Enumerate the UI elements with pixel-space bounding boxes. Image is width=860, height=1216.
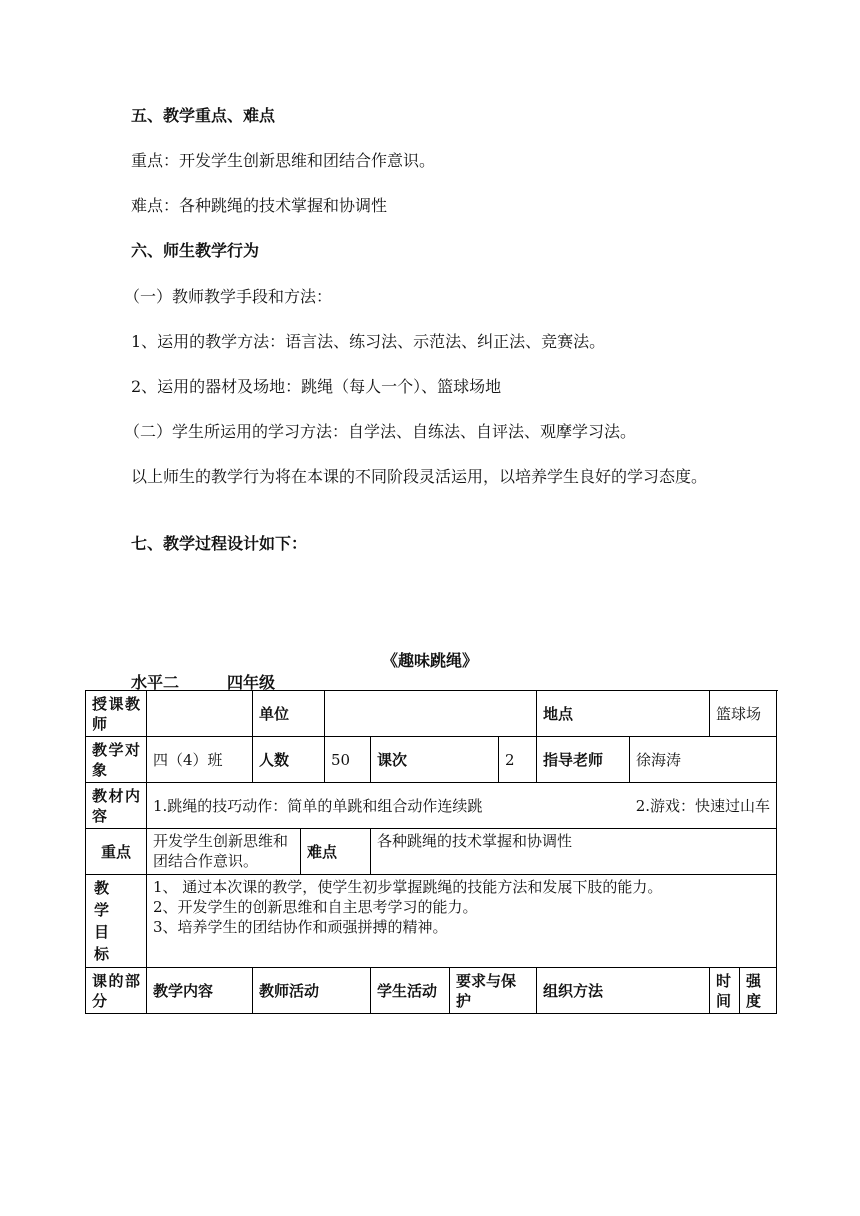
content-item-two: 2.游戏：快速过山车	[635, 796, 771, 815]
key-label: 重点	[86, 829, 147, 875]
content-item-one: 1.跳绳的技巧动作：简单的单跳和组合动作连续跳	[153, 796, 483, 815]
header-content: 教学内容	[147, 968, 253, 1014]
content-value	[147, 783, 777, 829]
lesson-grade: 四年级	[227, 673, 276, 692]
goal-item: 3、培养学生的团结协作和顽强拼搏的精神。	[153, 918, 448, 936]
table-row	[86, 875, 777, 968]
unit-value	[325, 691, 537, 737]
count-label: 人数	[253, 737, 325, 783]
header-part: 课的部分	[86, 968, 147, 1014]
advisor-value: 徐海涛	[630, 737, 777, 783]
teacher-methods-subheading: （一）教师教学手段和方法：	[124, 287, 333, 306]
section-five-heading: 五、教学重点、难点	[131, 106, 276, 125]
table-row	[86, 968, 777, 1014]
header-student: 学生活动	[371, 968, 450, 1014]
difficult-point-text: 难点：各种跳绳的技术掌握和协调性	[131, 196, 388, 215]
goal-item: 1、 通过本次课的教学，使学生初步掌握跳绳的技能方法和发展下肢的能力。	[153, 878, 663, 896]
place-value: 篮球场	[710, 691, 777, 737]
header-time: 时间	[710, 968, 740, 1014]
goal-label: 教学目标	[86, 875, 147, 968]
teaching-methods-item: 1、运用的教学方法：语言法、练习法、示范法、纠正法、竞赛法。	[131, 332, 606, 351]
difficult-value: 各种跳绳的技术掌握和协调性	[371, 829, 777, 875]
unit-label: 单位	[253, 691, 325, 737]
count-value: 50	[325, 737, 371, 783]
session-value: 2	[499, 737, 537, 783]
lesson-title: 《趣味跳绳》	[381, 651, 478, 670]
lesson-plan-table	[85, 690, 777, 1014]
key-value: 开发学生创新思维和团结合作意识。	[147, 829, 301, 875]
advisor-label: 指导老师	[537, 737, 630, 783]
equipment-item: 2、运用的器材及场地：跳绳（每人一个）、篮球场地	[131, 377, 502, 396]
student-methods-subheading: （二）学生所运用的学习方法：自学法、自练法、自评法、观摩学习法。	[124, 422, 637, 441]
key-point-text: 重点：开发学生创新思维和团结合作意识。	[131, 151, 436, 170]
teacher-value	[147, 691, 253, 737]
header-organization: 组织方法	[537, 968, 710, 1014]
section-seven-heading: 七、教学过程设计如下：	[131, 534, 308, 553]
lesson-level: 水平二	[131, 673, 180, 692]
content-label: 教材内容	[86, 783, 147, 829]
section-six-heading: 六、师生教学行为	[131, 241, 260, 260]
session-label: 课次	[371, 737, 499, 783]
header-teacher: 教师活动	[253, 968, 371, 1014]
table-row	[86, 783, 777, 829]
goal-item: 2、开发学生的创新思维和自主思考学习的能力。	[153, 898, 478, 916]
summary-paragraph: 以上师生的教学行为将在本课的不同阶段灵活运用，以培养学生良好的学习态度。	[131, 467, 708, 486]
place-label: 地点	[537, 691, 710, 737]
table-row	[86, 737, 777, 783]
target-value: 四（4）班	[147, 737, 253, 783]
header-requirements: 要求与保护	[450, 968, 537, 1014]
table-row	[86, 691, 777, 737]
table-row	[86, 829, 777, 875]
teacher-label: 授课教师	[86, 691, 147, 737]
header-intensity: 强度	[740, 968, 777, 1014]
target-label: 教学对象	[86, 737, 147, 783]
difficult-label: 难点	[301, 829, 371, 875]
goal-list	[147, 875, 777, 968]
